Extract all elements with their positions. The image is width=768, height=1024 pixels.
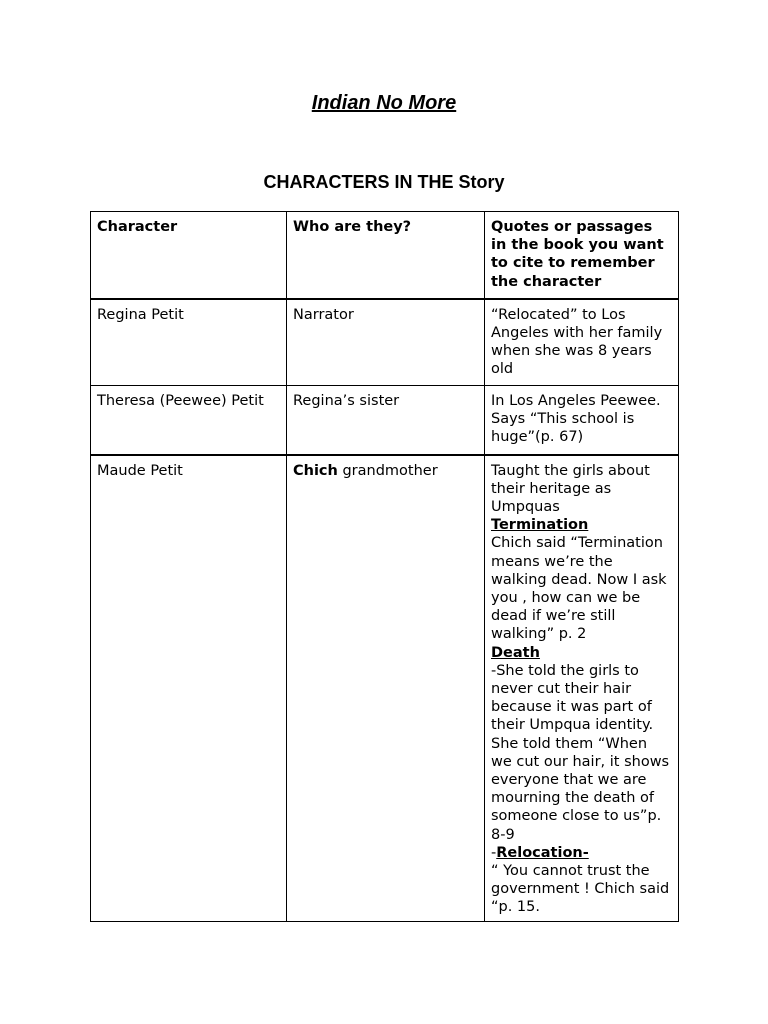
quote-intro: Taught the girls about their heritage as Umpquas xyxy=(491,462,650,515)
table-header-row xyxy=(91,212,679,299)
cell-quote: In Los Angeles Peewee. Says “This school is huge”(p. 67) xyxy=(485,386,679,455)
header-who: Who are they? xyxy=(287,212,485,299)
who-text: grandmother xyxy=(337,462,438,479)
termination-heading: Termination xyxy=(491,517,589,534)
relocation-line xyxy=(491,844,672,862)
table-row xyxy=(91,299,679,386)
cell-who xyxy=(287,455,485,922)
header-quotes: Quotes or passages in the book you want to cite to remember the character xyxy=(485,212,679,299)
characters-table xyxy=(90,211,679,922)
cell-character: Regina Petit xyxy=(91,299,287,386)
cell-character: Maude Petit xyxy=(91,455,287,922)
death-text: -She told the girls to never cut their hair because it was part of their Umpqua identity. She told them “When we cut our hair, it shows everyone that we are mourning the death of someone close to us”p. 8-9 xyxy=(491,662,670,843)
relocation-prefix: - xyxy=(491,844,497,861)
header-character: Character xyxy=(91,212,287,299)
cell-who: Regina’s sister xyxy=(287,386,485,455)
cell-who: Narrator xyxy=(287,299,485,386)
table-row xyxy=(91,455,679,922)
relocation-heading: Relocation- xyxy=(496,844,589,861)
table-row xyxy=(91,386,679,455)
document-title: Indian No More xyxy=(311,92,457,114)
cell-quote: “Relocated” to Los Angeles with her family when she was 8 years old xyxy=(485,299,679,386)
relocation-text: “ You cannot trust the government ! Chich said “p. 15. xyxy=(491,862,670,916)
who-bold-name: Chich xyxy=(293,462,338,479)
cell-quote xyxy=(485,455,679,922)
document-subtitle: CHARACTERS IN THE Story xyxy=(263,172,505,192)
death-heading: Death xyxy=(491,644,540,661)
cell-character: Theresa (Peewee) Petit xyxy=(91,386,287,455)
termination-text: Chich said “Termination means we’re the walking dead. Now I ask you , how can we be dead if we’re still walking” p. 2 xyxy=(491,535,667,643)
